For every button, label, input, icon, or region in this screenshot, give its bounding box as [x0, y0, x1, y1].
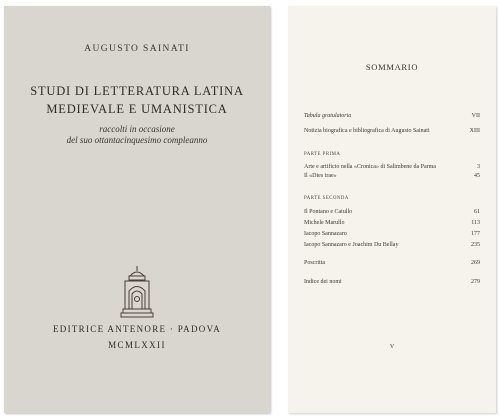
- toc-entry-page: 269: [471, 260, 480, 266]
- toc-entry-title: Il Pontano e Catullo: [304, 209, 353, 215]
- cover-subtitle-line2: del suo ottantacinquesimo compleanno: [66, 135, 208, 145]
- toc-entry-title: Arte e artificio nella «Cronica» di Salimbene da Parma: [304, 164, 436, 170]
- cover-year: MCMLXXII: [108, 340, 166, 350]
- toc-part-label: PARTE PRIMA: [304, 152, 341, 157]
- toc-entry-title: Iacopo Sannazaro e Joachim Du Bellay: [304, 242, 399, 248]
- publisher-emblem-icon: [120, 264, 154, 320]
- toc-entry-page: 61: [474, 209, 480, 215]
- toc-entry-title: Tabula gratulatoria: [304, 113, 352, 119]
- toc-entry-title: Poscritta: [304, 260, 325, 266]
- book-cover: [4, 6, 270, 413]
- toc-part-label: PARTE SECONDA: [304, 196, 349, 201]
- toc-entry-title: Notizia biografica e bibliografica di Augusto Sainati: [304, 128, 430, 134]
- toc-heading: SOMMARIO: [365, 62, 419, 72]
- cover-subtitle-line1: raccolti in occasione: [99, 124, 175, 134]
- toc-entry-page: VII: [471, 113, 480, 119]
- cover-title-line1: STUDI DI LETTERATURA LATINA: [30, 84, 244, 98]
- page-number: V: [389, 344, 395, 350]
- toc-entry-page: 113: [471, 220, 480, 226]
- toc-entry-page: 177: [471, 231, 480, 237]
- toc-entry-title: Iacopo Sannazaro: [304, 231, 347, 237]
- toc-entry-page: 279: [471, 279, 480, 285]
- cover-title-line2: MEDIEVALE E UMANISTICA: [46, 102, 228, 116]
- toc-page: [288, 6, 496, 413]
- toc-entry-page: 45: [474, 173, 480, 179]
- toc-entry-title: Michele Marullo: [304, 220, 345, 226]
- toc-entry-title: Indice dei nomi: [304, 279, 342, 285]
- toc-entry-page: XIII: [469, 128, 480, 134]
- cover-title: [4, 82, 270, 118]
- cover-subtitle: [4, 124, 270, 146]
- cover-publisher: EDITRICE ANTENORE · PADOVA: [52, 324, 222, 334]
- cover-author: AUGUSTO SAINATI: [84, 44, 190, 54]
- toc-entry-page: 3: [477, 164, 480, 170]
- toc-entry-title: Il «Dies irae»: [304, 173, 337, 179]
- toc-entry-page: 235: [471, 242, 480, 248]
